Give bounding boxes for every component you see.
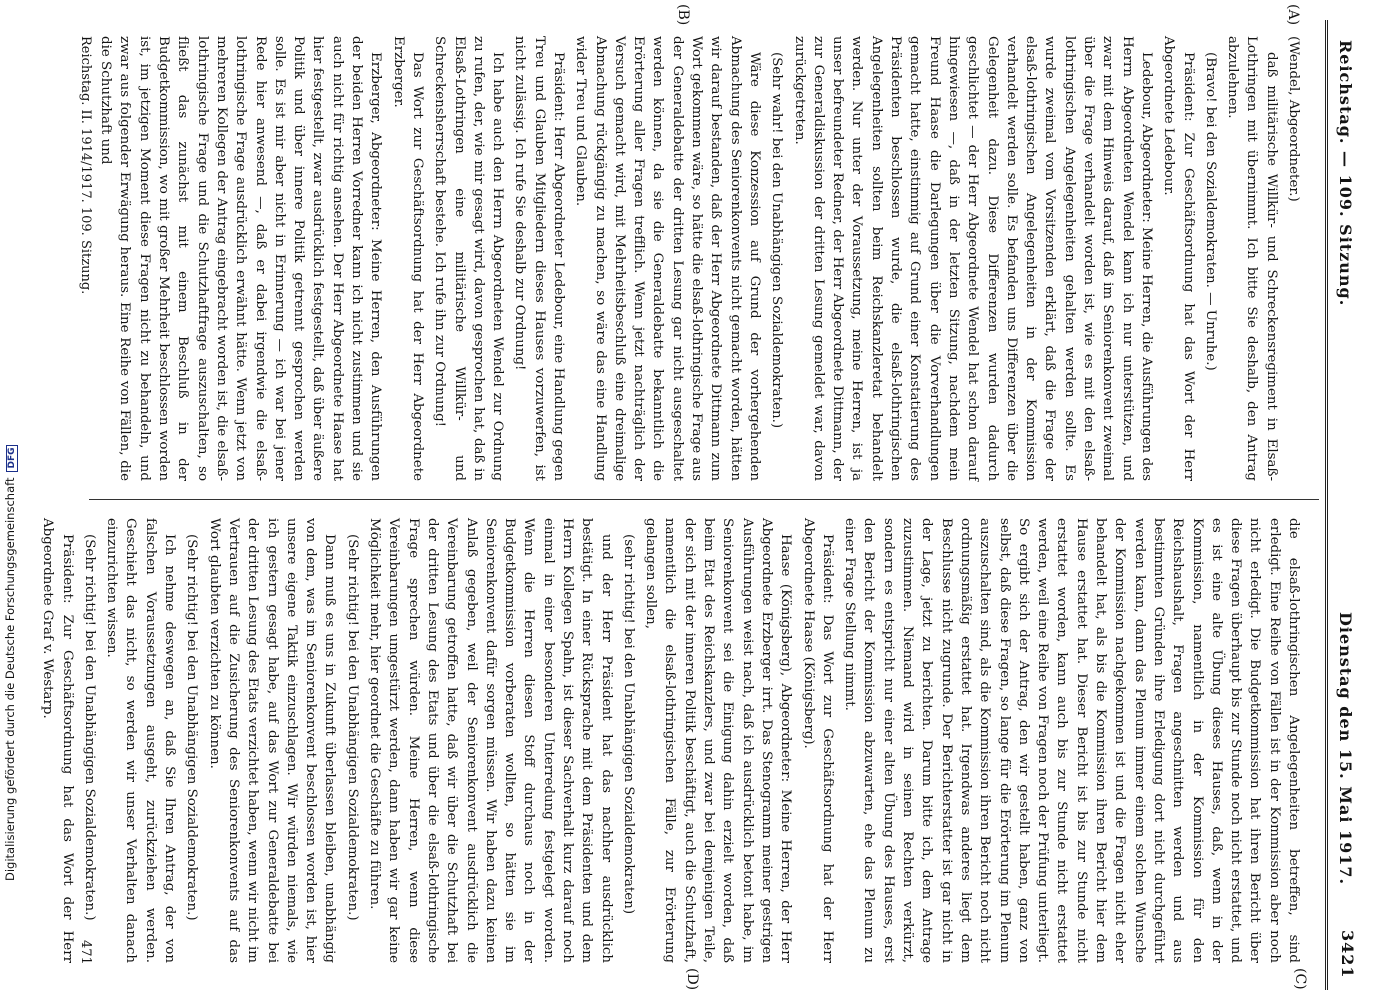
paragraph: Das Wort zur Geschäftsordnung hat der Herr Abgeordnete Erzberger. [390,36,425,481]
paragraph: Ich habe auch den Herrn Abgeordneten Wendel zur Ordnung zu rufen, der, wie mir gesagt wird, davon gesprochen hat, daß in Elsaß-Lothringen eine militärische Willkür- und Schreckensherrschaft bestehe. Ich rufe ihn zur Ordnung! [432,36,506,481]
paragraph: die elsaß-lothringischen Angelegenheiten betreffen, sind erledigt. Eine Reihe von Fällen ist in der Kommission aber noch nicht erledigt. Die Budgetkommission hat ihren Bericht über diese Fragen überhaupt bis zur Stunde noch nicht erstattet, und es ist eine alte Übung dieses Hauses, daß, wenn in der Kommission, namentlich in der Kommission für den Reichshaushalt, Fragen angeschnitten werden und aus bestimmten Gründen ihre Erledigung dort nicht durchgeführt werden kann, dann das Plenum immer einem solchen Wunsche der Kommission nachgekommen ist und die Fragen nicht eher behandelt hat, als bis die Kommission ihren Bericht hier dem Hause erstattet hat. Dieser Bericht ist bis zur Stunde nicht erstattet worden, kann auch bis zur Stunde nicht erstattet werden, weil eine Reihe von Fragen noch der Prüfung unterliegt. So ergibt sich der Antrag, den wir gestellt haben, ganz von selbst, daß diese Fragen, so lange für die Erörterung im Plenum auszuschalten sind, als die Kommission ihren Bericht noch nicht ordnungsmäßig erstattet hat. Irgendwas anderes liegt dem Beschlusse nicht zugrunde. Der Berichterstatter ist gar nicht in der Lage, jetzt zu berichten. Darum bitte ich, dem Antrage zuzustimmen. Niemand wird in seinen Rechten verkürzt, sondern es entspricht nur einer alten Übung des Hauses, erst den Bericht der Kommission abzuwarten, ehe das Plenum zu einer Frage Stellung nimmt. [842,518,1301,963]
paragraph: Präsident: Zur Geschäftsordnung hat das Wort der Herr Abgeordnete Ledebour. [1161,36,1196,481]
page-number: 3421 [1338,930,1357,979]
paragraph: (sehr richtig! bei den Unabhängigen Sozialdemokraten) [620,534,636,915]
paragraph: und der Herr Präsident hat das nachher ausdrücklich bestätigt. In einer Rücksprache mit dem Präsidenten und dem Herrn Kollegen Spahn, ist dieser Sachverhalt kurz darauf noch einmal in einer besonderen Unterredung festgelegt worden. Wenn die Herren diesen Stoff durchaus noch in der Budgetkommission vorberaten wollten, so hätten sie im Seniorenkonvent dafür sorgen müssen. Wir haben dazu keinen Anlaß gegeben, weil der Seniorenkonvent ausdrücklich die Vereinbarung getroffen hatte, daß wir über die Schutzhaft bei der dritten Lesung des Etats und über die elsaß-lothringische Frage sprechen würden. Meine Herren, wenn diese Vereinbarungen umgestürzt werden, dann haben wir gar keine Möglichkeit mehr, hier geordnet die Geschäfte zu führen. [367,518,614,963]
paragraph: (Sehr richtig! bei den Unabhängigen Sozialdemokraten.) [81,534,97,921]
footer-left: Reichstag. II. 1914/1917. 109. Sitzung. [78,36,93,295]
paragraph: (Sehr richtig! bei den Unabhängigen Sozialdemokraten.) [344,534,360,921]
paragraph: Erzberger, Abgeordneter: Meine Herren, den Ausführungen der beiden Herren Vorredner kann ich nicht zustimmen und sie auch nicht für richtig ansehen. Der Herr Abgeordnete Haase hat hier festgestellt, zwar ausdrücklich festgestellt, daß über äußere Politik und über innere Politik getrennt gesprochen werden solle. Es ist mir aber nicht in Erinnerung — ich war bei jener Rede hier anwesend —, daß er dabei irgendwie die elsaß-lothringische Frage ausdrücklich erwähnt hätte. Wenn jetzt von mehreren Kollegen der Antrag eingebracht worden ist, die elsaß-lothringische Frage und die Schutzhaftfrage auszuschalten, so fließt das zunächst mit einem Beschluß in der Budgetkommission, wo mit großer Mehrheit beschlossen worden ist, im jetzigen Moment diese Fragen nicht zu behandeln, und zwar aus folgender Erwägung heraus. Eine Reihe von Fällen, die die Schutzhaft und [98,36,384,481]
credit-text: Digitalisierung gefördert durch die Deutsche Forschungsgemeinschaft [3,477,17,881]
paragraph: Dann muß es uns in Zukunft überlassen bleiben, unabhängig von dem, was im Seniorenkonvent beschlossen worden ist, hier unsere eigene Taktik einzuschlagen. Wir würden niemals, wie ich gestern gesagt habe, auf das Wort zur Generaldebatte bei der dritten Lesung des Etats verzichtet haben, wenn wir nicht im Vertrauen auf die Zusicherung des Seniorenkonvents auf das Wort glaubten verzichten zu können. [206,518,338,963]
margin-marker-a: (A) [1285,4,1301,26]
side-credit-line [3,101,21,881]
dfg-logo: DFG [6,445,18,472]
footer-page: 471 [78,940,93,965]
running-head-left: Reichstag. — 109. Sitzung. [1336,40,1355,307]
paragraph: Haase (Königsberg), Abgeordneter: Meine Herren, der Herr Abgeordnete Erzberger irrt. Das Stenogramm meiner gestrigen Ausführungen weist nach, daß ich ausdrücklich betont habe, im Seniorenkonvent sei die Einigung dahin erzielt worden, daß beim Etat des Reichskanzlers, und zwar bei demjenigen Teile, der sich mit der inneren Politik beschäftigt, auch die Schutzhaft, namentlich die elsaß-lothringischen Fälle, zur Erörterung gelangen sollen, [643,518,794,963]
running-head-right: Dienstag den 15. Mai 1917. [1336,612,1355,886]
left-column [98,36,1303,481]
paragraph: Präsident: Herr Abgeordneter Ledebour, eine Handlung gegen Treu und Glauben Mitgliedern dieses Hauses vorzuwerfen, ist nicht zulässig. Ich rufe Sie deshalb zur Ordnung! [512,36,567,481]
margin-marker-d: (D) [684,968,700,991]
paragraph: Ledebour, Abgeordneter: Meine Herren, die Ausführungen des Herrn Abgeordneten Wendel kann ich nur unterstützen, und zwar mit dem Hinweis darauf, daß im Seniorenkonvent zweimal über die Frage verhandelt worden ist, wie es mit den elsaß-lothringischen Angelegenheiten gehalten werden sollte. Es wurde zweimal vom Vorsitzenden erklärt, daß die Frage der elsaß-lothringischen Angelegenheiten in der Kommission verhandelt werden solle. Es befanden uns Differenzen über die Gelegenheit dazu. Diese Differenzen wurden dadurch geschlichtet — der Herr Abgeordnete Wendel hat schon darauf hingewiesen —, daß in der letzten Sitzung, nachdem mein Freund Haase die Darlegungen über die Vorverhandlungen gemacht hatte, einstimmig auf Grund einer Konstatierung des Präsidenten beschlossen wurde, die elsaß-lothringischen Angelegenheiten sollten beim Reichskanzleretat behandelt werden. Nur unter der Voraussetzung, meine Herren, ist ja unser befreundeter Redner, der Herr Abgeordnete Dittmann, der zur Generaldiskussion der dritten Lesung gemeldet war, davon zurückgetreten. [791,36,1154,481]
paragraph: Präsident: Das Wort zur Geschäftsordnung hat der Herr Abgeordnete Haase (Königsberg). [800,518,835,963]
paragraph: (Sehr wahr! bei den Unabhängigen Sozialdemokraten.) [769,52,785,429]
margin-marker-c: (C) [1292,968,1308,990]
paragraph: (Sehr richtig! bei den Unabhängigen Sozialdemokraten.) [184,534,200,921]
margin-marker-b: (B) [675,4,691,26]
paragraph: Ich nehme deswegen an, daß Sie Ihren Antrag, der von falschen Voraussetzungen ausgeht, zurückziehen werden. Geschieht das nicht, so werden wir unser Verhalten danach einzurichten wissen. [104,518,178,963]
paragraph: (Bravo! bei den Sozialdemokraten. — Unruhe.) [1202,52,1218,371]
paragraph: Präsident: Zur Geschäftsordnung hat das Wort der Herr Abgeordnete Graf v. Westarp. [40,518,75,963]
header-rule [1325,20,1328,990]
paragraph: daß militärische Willkür- und Schreckensregiment in Elsaß-Lothringen mit übernimmt. Ich bitte Sie deshalb, den Antrag abzulehnen. [1225,36,1279,481]
paragraph: Wäre diese Konzession auf Grund der vorhergehenden Abmachung des Seniorenkonvents nicht gemacht worden, hätten wir darauf bestanden, daß der Herr Abgeordnete Dittmann zum Wort gekommen wäre, so hätte die elsaß-lothringische Frage aus der Generaldebatte der dritten Lesung gar nicht ausgeschaltet werden können, da sie die Generaldebatte bekanntlich die Erörterung aller Fragen trefflich. Wenn jetzt nachträglich der Versuch gemacht wird, mit Mehrheitsbeschluß eine dreimalige Abmachung rückgängig zu machen, so wäre das eine Handlung wider Treu und Glauben. [573,36,762,481]
column-divider [89,499,1319,500]
paragraph: (Wendel, Abgeordneter.) [1286,36,1301,202]
